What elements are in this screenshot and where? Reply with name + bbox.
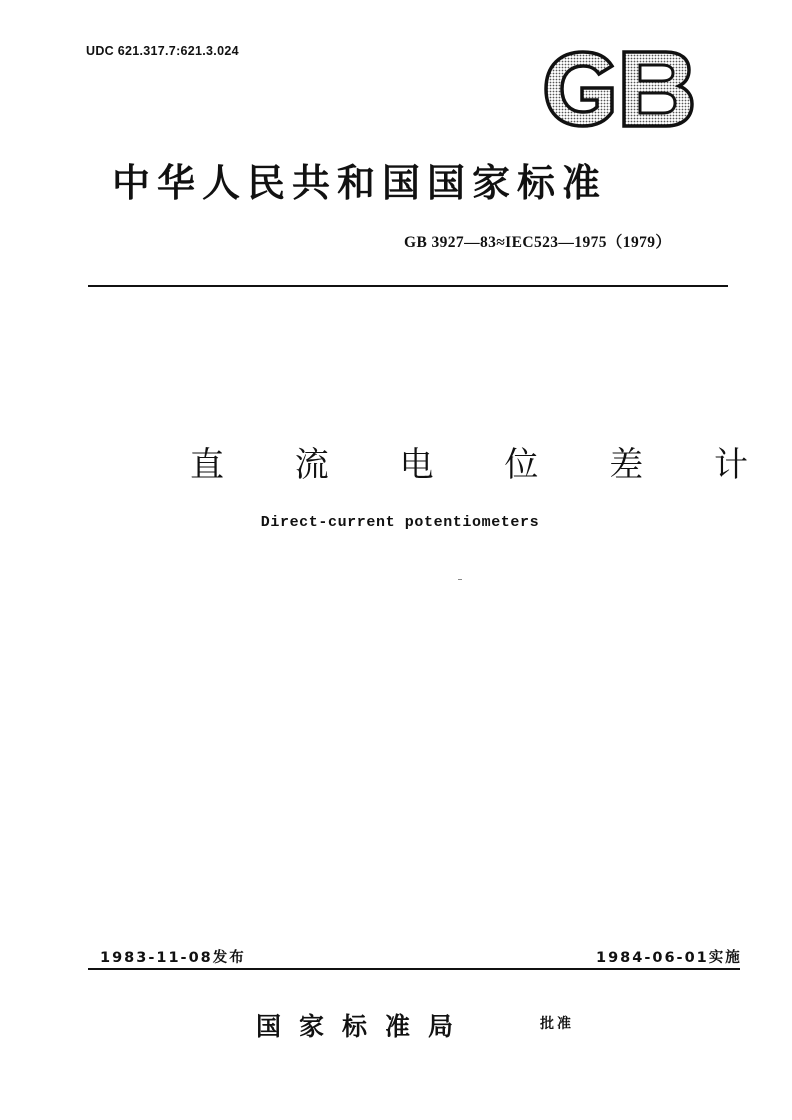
document-title-en: Direct-current potentiometers — [260, 514, 540, 531]
effective-date: 1984-06-01实施 — [596, 950, 742, 966]
document-title-cn: 直 流 电 位 差 计 — [190, 445, 779, 485]
issue-date: 1983-11-08发布 — [100, 950, 246, 966]
national-standard-title: 中华人民共和国国家标准 — [112, 161, 608, 205]
udc-code: UDC 621.317.7:621.3.024 — [86, 44, 239, 58]
standard-number: GB 3927—83≈IEC523—1975（1979） — [404, 234, 672, 251]
approve-label: 批准 — [540, 1016, 574, 1032]
scan-speck — [458, 579, 462, 580]
header-divider — [88, 285, 728, 287]
footer-divider — [88, 968, 740, 970]
gb-logo-icon — [540, 48, 696, 130]
approving-authority: 国家标准局 — [256, 1012, 472, 1041]
